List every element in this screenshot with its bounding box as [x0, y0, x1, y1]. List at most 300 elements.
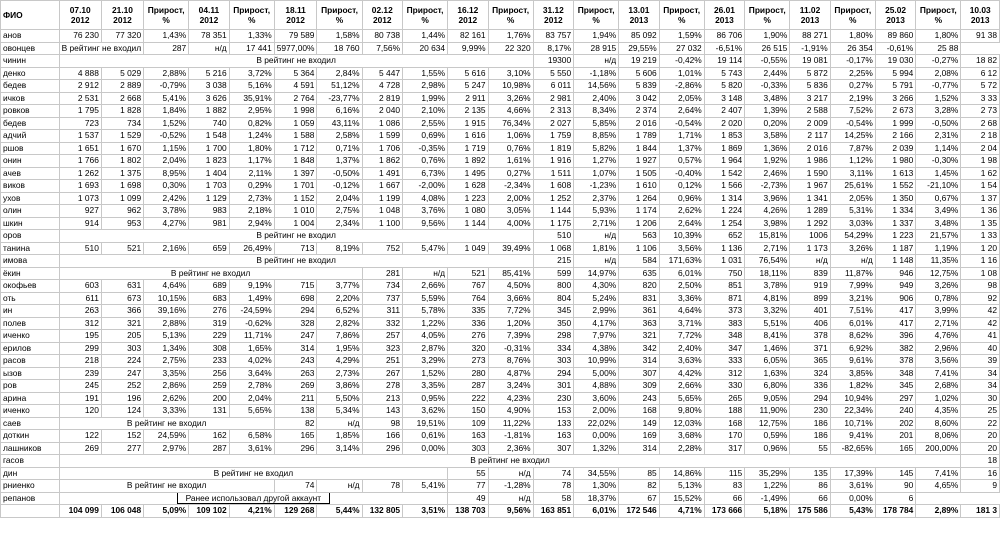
data-cell[interactable]: 5 364 [274, 67, 317, 80]
total-cell[interactable]: 173 666 [704, 505, 744, 518]
data-cell[interactable]: 3,71% [659, 317, 704, 330]
data-cell[interactable]: 218 [59, 355, 101, 368]
data-cell[interactable]: 1 152 [274, 192, 317, 205]
data-cell[interactable]: 7,99% [830, 280, 875, 293]
data-cell[interactable]: 9,05% [745, 392, 790, 405]
total-cell[interactable]: 3,51% [403, 505, 448, 518]
data-cell[interactable]: 42 [961, 305, 1000, 318]
data-cell[interactable]: 3 217 [790, 92, 830, 105]
data-cell[interactable]: 205 [101, 330, 143, 343]
data-cell[interactable]: 953 [101, 217, 143, 230]
merged-note-cell[interactable] [59, 230, 533, 243]
data-cell[interactable]: 5,16% [229, 80, 274, 93]
name-cell[interactable]: оть [1, 292, 60, 305]
data-cell[interactable]: 3,11% [830, 167, 875, 180]
data-cell[interactable]: 278 [362, 380, 402, 393]
data-cell[interactable]: 7,52% [830, 105, 875, 118]
data-cell[interactable]: 5,65% [659, 392, 704, 405]
data-cell[interactable]: 5 247 [448, 80, 488, 93]
data-cell[interactable]: 366 [101, 305, 143, 318]
merged-note-cell[interactable] [59, 267, 362, 280]
data-cell[interactable]: 145 [875, 467, 915, 480]
data-cell[interactable]: 82 [274, 417, 317, 430]
data-cell[interactable]: 25 [961, 405, 1000, 418]
data-cell[interactable]: 521 [448, 267, 488, 280]
data-cell[interactable]: 287 [144, 42, 189, 55]
data-cell[interactable]: 4,87% [488, 367, 533, 380]
data-cell[interactable]: -0,50% [317, 167, 362, 180]
data-cell[interactable]: -0,61% [875, 42, 915, 55]
merged-note-cell[interactable] [59, 417, 274, 430]
data-cell[interactable]: 1 916 [533, 155, 573, 168]
data-cell[interactable]: 14,97% [574, 267, 619, 280]
data-cell[interactable]: 0,69% [403, 130, 448, 143]
data-cell[interactable]: 1,81% [574, 242, 619, 255]
data-cell[interactable]: 3 266 [875, 92, 915, 105]
data-cell[interactable]: 3,48% [745, 92, 790, 105]
column-header[interactable]: Прирост, % [144, 1, 189, 30]
data-cell[interactable]: 2,98% [403, 80, 448, 93]
data-cell[interactable]: 1 223 [875, 230, 915, 243]
data-cell[interactable]: 1 670 [101, 142, 143, 155]
data-cell[interactable]: 752 [362, 242, 402, 255]
data-cell[interactable]: 2,88% [144, 317, 189, 330]
data-cell[interactable]: 1 599 [362, 130, 402, 143]
data-cell[interactable]: 6 011 [533, 80, 573, 93]
data-cell[interactable]: 1,58% [317, 30, 362, 43]
data-cell[interactable]: 1 927 [619, 155, 659, 168]
data-cell[interactable]: 6,01% [659, 267, 704, 280]
name-cell[interactable]: рниенко [1, 480, 60, 493]
data-cell[interactable]: 2,37% [574, 192, 619, 205]
data-cell[interactable]: 41 [961, 330, 1000, 343]
data-cell[interactable]: -0,79% [144, 80, 189, 93]
data-cell[interactable]: 3,78% [745, 280, 790, 293]
data-cell[interactable]: 1,34% [144, 342, 189, 355]
data-cell[interactable]: 4,88% [574, 380, 619, 393]
data-cell[interactable]: 820 [619, 280, 659, 293]
data-cell[interactable]: 1,17% [229, 155, 274, 168]
data-cell[interactable]: 28 915 [574, 42, 619, 55]
name-cell[interactable]: арина [1, 392, 60, 405]
data-cell[interactable]: 1,80% [916, 30, 961, 43]
data-cell[interactable]: 899 [790, 292, 830, 305]
data-cell[interactable]: 2,20% [317, 292, 362, 305]
data-cell[interactable]: н/д [317, 417, 362, 430]
data-cell[interactable]: 312 [704, 367, 744, 380]
data-cell[interactable]: 983 [189, 205, 229, 218]
data-cell[interactable]: 273 [448, 355, 488, 368]
data-cell[interactable]: 243 [274, 355, 317, 368]
data-cell[interactable]: 3,26% [488, 92, 533, 105]
data-cell[interactable]: 1 698 [101, 180, 143, 193]
data-cell[interactable]: 1 986 [790, 155, 830, 168]
data-cell[interactable]: 5,24% [574, 292, 619, 305]
data-cell[interactable]: 243 [619, 392, 659, 405]
total-cell[interactable]: 5,09% [144, 505, 189, 518]
data-cell[interactable]: 1,49% [229, 292, 274, 305]
data-cell[interactable]: н/д [574, 230, 619, 243]
data-cell[interactable]: 5,34% [317, 405, 362, 418]
data-cell[interactable]: 83 [704, 480, 744, 493]
data-cell[interactable]: 82 [619, 480, 659, 493]
data-cell[interactable]: 19 081 [790, 55, 830, 68]
data-cell[interactable]: 6,05% [745, 355, 790, 368]
data-cell[interactable]: -24,59% [229, 305, 274, 318]
data-cell[interactable]: 5 616 [448, 67, 488, 80]
data-cell[interactable]: 1 823 [189, 155, 229, 168]
data-cell[interactable]: 251 [362, 355, 402, 368]
name-cell[interactable]: расов [1, 355, 60, 368]
data-cell[interactable]: 294 [790, 392, 830, 405]
total-cell[interactable]: 4,21% [229, 505, 274, 518]
data-cell[interactable]: 3,63% [659, 355, 704, 368]
data-cell[interactable]: 804 [533, 292, 573, 305]
data-cell[interactable]: 5 836 [790, 80, 830, 93]
name-cell[interactable]: ров [1, 380, 60, 393]
data-cell[interactable]: 3 626 [189, 92, 229, 105]
data-cell[interactable]: 1 848 [274, 155, 317, 168]
data-cell[interactable]: 20 [961, 430, 1000, 443]
data-cell[interactable]: 0,95% [403, 392, 448, 405]
data-cell[interactable]: 2,62% [659, 205, 704, 218]
data-cell[interactable]: 4,76% [916, 330, 961, 343]
data-cell[interactable]: 0,20% [745, 117, 790, 130]
data-cell[interactable]: 0,96% [659, 192, 704, 205]
data-cell[interactable]: 3,64% [229, 367, 274, 380]
data-cell[interactable]: -1,28% [488, 480, 533, 493]
data-cell[interactable]: 871 [704, 292, 744, 305]
data-cell[interactable]: 1 616 [448, 130, 488, 143]
total-cell[interactable]: 132 805 [362, 505, 402, 518]
data-cell[interactable]: 131 [189, 405, 229, 418]
data-cell[interactable]: 734 [362, 280, 402, 293]
data-cell[interactable]: 373 [704, 305, 744, 318]
data-cell[interactable]: 4,23% [488, 392, 533, 405]
data-cell[interactable]: 1 505 [619, 167, 659, 180]
data-cell[interactable]: 1 059 [274, 117, 317, 130]
name-cell[interactable]: окофьев [1, 280, 60, 293]
data-cell[interactable]: -2,34% [488, 180, 533, 193]
name-cell[interactable]: ин [1, 305, 60, 318]
data-cell[interactable]: 294 [533, 367, 573, 380]
data-cell[interactable]: 584 [619, 255, 659, 268]
data-cell[interactable]: 297 [875, 392, 915, 405]
data-cell[interactable]: 16 [961, 467, 1000, 480]
column-header[interactable]: Прирост, % [830, 1, 875, 30]
data-cell[interactable]: 1 892 [448, 155, 488, 168]
data-cell[interactable]: 276 [189, 305, 229, 318]
data-cell[interactable]: 263 [59, 305, 101, 318]
data-cell[interactable]: 1 252 [533, 192, 573, 205]
data-cell[interactable]: 689 [189, 280, 229, 293]
data-cell[interactable]: 2,73% [317, 367, 362, 380]
data-cell[interactable]: 3,48% [916, 217, 961, 230]
data-cell[interactable]: 320 [448, 342, 488, 355]
data-cell[interactable]: 22,34% [830, 405, 875, 418]
name-cell[interactable]: анов [1, 30, 60, 43]
data-cell[interactable]: 3,26% [916, 280, 961, 293]
total-cell[interactable]: 181 3 [961, 505, 1000, 518]
column-header[interactable]: 26.01 2013 [704, 1, 744, 30]
data-cell[interactable]: 635 [619, 267, 659, 280]
data-cell[interactable]: 165 [274, 430, 317, 443]
data-cell[interactable]: 333 [704, 355, 744, 368]
name-cell[interactable]: оров [1, 230, 60, 243]
data-cell[interactable]: 2,75% [144, 355, 189, 368]
data-cell[interactable]: 76 230 [59, 30, 101, 43]
data-cell[interactable]: 2,55% [403, 117, 448, 130]
data-cell[interactable]: 2,04% [144, 155, 189, 168]
data-cell[interactable]: 7,41% [916, 467, 961, 480]
data-cell[interactable]: 1 080 [448, 205, 488, 218]
data-cell[interactable]: 98 [961, 280, 1000, 293]
data-cell[interactable]: 1 628 [448, 180, 488, 193]
data-cell[interactable]: -0,40% [659, 167, 704, 180]
data-cell[interactable]: 1 341 [790, 192, 830, 205]
data-cell[interactable]: 521 [101, 242, 143, 255]
data-cell[interactable]: 2,58% [317, 130, 362, 143]
data-cell[interactable]: 90 [875, 480, 915, 493]
data-cell[interactable]: 1,30% [574, 480, 619, 493]
data-cell[interactable]: 3,29% [403, 355, 448, 368]
data-cell[interactable]: 1 223 [448, 192, 488, 205]
name-cell[interactable]: шкин [1, 217, 60, 230]
data-cell[interactable]: 2 016 [619, 117, 659, 130]
data-cell[interactable]: 9,41% [830, 430, 875, 443]
data-cell[interactable]: 3,26% [830, 242, 875, 255]
total-cell[interactable]: 6,01% [574, 505, 619, 518]
data-cell[interactable]: 1 289 [790, 205, 830, 218]
data-cell[interactable]: 18 [961, 455, 1000, 468]
data-cell[interactable]: 82 161 [448, 30, 488, 43]
column-header[interactable]: 16.12 2012 [448, 1, 488, 30]
data-cell[interactable]: 8,17% [533, 42, 573, 55]
data-cell[interactable]: 1,43% [144, 30, 189, 43]
data-cell[interactable]: 750 [704, 267, 744, 280]
data-cell[interactable]: 8,85% [574, 130, 619, 143]
data-cell[interactable]: 4,27% [144, 217, 189, 230]
data-cell[interactable]: 18,37% [574, 492, 619, 505]
data-cell[interactable]: 3,98% [745, 217, 790, 230]
data-cell[interactable]: 332 [362, 317, 402, 330]
data-cell[interactable]: н/д [317, 480, 362, 493]
data-cell[interactable]: -2,00% [403, 180, 448, 193]
data-cell[interactable]: 122 [59, 430, 101, 443]
data-cell[interactable]: 2,66% [659, 380, 704, 393]
data-cell[interactable]: 74 [274, 480, 317, 493]
data-cell[interactable]: 1,45% [916, 167, 961, 180]
data-cell[interactable]: 3,03% [830, 217, 875, 230]
data-cell[interactable]: 245 [59, 380, 101, 393]
data-cell[interactable]: 3,72% [229, 67, 274, 80]
data-cell[interactable]: 230 [790, 405, 830, 418]
data-cell[interactable]: 19300 [533, 55, 573, 68]
data-cell[interactable]: 256 [189, 367, 229, 380]
data-cell[interactable]: 3,56% [916, 355, 961, 368]
data-cell[interactable]: 30 [961, 392, 1000, 405]
data-cell[interactable]: 1 529 [101, 130, 143, 143]
data-cell[interactable]: 5,13% [144, 330, 189, 343]
data-cell[interactable]: 14,56% [574, 80, 619, 93]
data-cell[interactable]: 6,80% [745, 380, 790, 393]
data-cell[interactable]: 3,68% [659, 430, 704, 443]
data-cell[interactable]: 34 [961, 367, 1000, 380]
data-cell[interactable]: 211 [274, 392, 317, 405]
data-cell[interactable]: 2,00% [488, 192, 533, 205]
data-cell[interactable]: 563 [619, 230, 659, 243]
data-cell[interactable]: 259 [189, 380, 229, 393]
data-cell[interactable]: 202 [875, 417, 915, 430]
data-cell[interactable]: 233 [189, 355, 229, 368]
data-cell[interactable]: 2,40% [574, 92, 619, 105]
data-cell[interactable]: 79 589 [274, 30, 317, 43]
data-cell[interactable]: 2 889 [101, 80, 143, 93]
data-cell[interactable]: 7,39% [488, 330, 533, 343]
data-cell[interactable]: 1,52% [403, 367, 448, 380]
total-cell[interactable]: 2,89% [916, 505, 961, 518]
column-header[interactable]: Прирост, % [574, 1, 619, 30]
data-cell[interactable]: 2,99% [574, 305, 619, 318]
data-cell[interactable]: 200 [189, 392, 229, 405]
name-cell[interactable]: ызов [1, 367, 60, 380]
data-cell[interactable]: 324 [790, 367, 830, 380]
data-cell[interactable]: 11,35% [916, 255, 961, 268]
data-cell[interactable]: 2 020 [704, 117, 744, 130]
data-cell[interactable]: 1 099 [101, 192, 143, 205]
data-cell[interactable]: 152 [101, 430, 143, 443]
data-cell[interactable]: 919 [790, 280, 830, 293]
data-cell[interactable]: 1 980 [875, 155, 915, 168]
data-cell[interactable]: 22,02% [574, 417, 619, 430]
data-cell[interactable]: 5,82% [574, 142, 619, 155]
data-cell[interactable]: 40 [961, 342, 1000, 355]
data-cell[interactable]: 1,22% [745, 480, 790, 493]
data-cell[interactable]: 314 [619, 442, 659, 455]
data-cell[interactable]: 4,17% [574, 317, 619, 330]
data-cell[interactable]: 239 [59, 367, 101, 380]
data-cell[interactable]: 4,29% [317, 355, 362, 368]
data-cell[interactable]: 66 [704, 492, 744, 505]
data-cell[interactable]: 3,61% [830, 480, 875, 493]
data-cell[interactable]: 287 [189, 442, 229, 455]
data-cell[interactable]: 599 [533, 267, 573, 280]
data-cell[interactable]: 54,29% [830, 230, 875, 243]
data-cell[interactable]: 1 608 [533, 180, 573, 193]
data-cell[interactable]: 12,75% [916, 267, 961, 280]
data-cell[interactable]: 1 397 [274, 167, 317, 180]
data-cell[interactable]: 263 [274, 367, 317, 380]
data-cell[interactable]: 1 853 [704, 130, 744, 143]
data-cell[interactable]: 25,61% [830, 180, 875, 193]
data-cell[interactable]: н/д [488, 492, 533, 505]
data-cell[interactable]: 222 [448, 392, 488, 405]
data-cell[interactable]: 5,78% [403, 305, 448, 318]
data-cell[interactable]: 18 760 [317, 42, 362, 55]
data-cell[interactable]: 5 72 [961, 80, 1000, 93]
data-cell[interactable]: 2,71% [745, 242, 790, 255]
data-cell[interactable]: 1 173 [790, 242, 830, 255]
data-cell[interactable]: 5,65% [229, 405, 274, 418]
total-cell[interactable]: 4,71% [659, 505, 704, 518]
data-cell[interactable]: 1 789 [619, 130, 659, 143]
data-cell[interactable]: 9 [961, 480, 1000, 493]
data-cell[interactable]: 2 039 [875, 142, 915, 155]
column-header[interactable]: 11.02 2013 [790, 1, 830, 30]
data-cell[interactable]: 8,19% [317, 242, 362, 255]
data-cell[interactable]: 3,77% [317, 280, 362, 293]
data-cell[interactable]: 2,73% [229, 192, 274, 205]
data-cell[interactable]: 8,41% [745, 330, 790, 343]
data-cell[interactable]: 2 981 [533, 92, 573, 105]
data-cell[interactable]: 1 706 [362, 142, 402, 155]
name-cell[interactable]: ерилов [1, 342, 60, 355]
data-cell[interactable]: 19 219 [619, 55, 659, 68]
data-cell[interactable]: 10,99% [574, 355, 619, 368]
data-cell[interactable]: 2,05% [830, 192, 875, 205]
data-cell[interactable]: 3 042 [619, 92, 659, 105]
data-cell[interactable]: 1 206 [619, 217, 659, 230]
data-cell[interactable]: 77 320 [101, 30, 143, 43]
data-cell[interactable]: 0,76% [403, 155, 448, 168]
data-cell[interactable]: 3,33% [144, 405, 189, 418]
data-cell[interactable]: н/д [830, 255, 875, 268]
data-cell[interactable]: 347 [704, 342, 744, 355]
column-header[interactable]: 10.03 2013 [961, 1, 1000, 30]
data-cell[interactable]: 361 [619, 305, 659, 318]
column-header[interactable]: Прирост, % [317, 1, 362, 30]
data-cell[interactable]: 200,00% [916, 442, 961, 455]
data-cell[interactable]: 417 [875, 305, 915, 318]
data-cell[interactable]: 1 495 [448, 167, 488, 180]
data-cell[interactable]: 76,34% [488, 117, 533, 130]
total-cell[interactable]: 175 586 [790, 505, 830, 518]
data-cell[interactable]: 1 998 [274, 105, 317, 118]
data-cell[interactable]: 2,18% [229, 205, 274, 218]
data-cell[interactable]: 1 98 [961, 155, 1000, 168]
data-cell[interactable]: 2,78% [229, 380, 274, 393]
name-cell[interactable]: репанов [1, 492, 60, 505]
data-cell[interactable]: 1,82% [830, 380, 875, 393]
data-cell[interactable]: н/д [488, 467, 533, 480]
data-cell[interactable]: 1,52% [916, 92, 961, 105]
data-cell[interactable]: 981 [189, 217, 229, 230]
data-cell[interactable]: 1 33 [961, 230, 1000, 243]
data-cell[interactable]: 321 [619, 330, 659, 343]
data-cell[interactable]: 3 33 [961, 92, 1000, 105]
data-cell[interactable]: 1,63% [745, 367, 790, 380]
data-cell[interactable]: 1,46% [745, 342, 790, 355]
data-cell[interactable]: 1,80% [830, 30, 875, 43]
data-cell[interactable]: 3,24% [488, 380, 533, 393]
data-cell[interactable]: -82,65% [830, 442, 875, 455]
data-cell[interactable]: 2 912 [59, 80, 101, 93]
data-cell[interactable]: -0,54% [830, 117, 875, 130]
data-cell[interactable]: -6,51% [704, 42, 744, 55]
data-cell[interactable]: -0,42% [659, 55, 704, 68]
data-cell[interactable]: 2,95% [229, 105, 274, 118]
data-cell[interactable]: 3,60% [574, 392, 619, 405]
data-cell[interactable]: 22 [961, 417, 1000, 430]
data-cell[interactable]: 5 839 [619, 80, 659, 93]
name-cell[interactable]: ршов [1, 142, 60, 155]
data-cell[interactable]: 652 [704, 230, 744, 243]
data-cell[interactable]: 2,75% [317, 205, 362, 218]
data-cell[interactable]: 191 [59, 392, 101, 405]
data-cell[interactable]: 1 254 [704, 217, 744, 230]
data-cell[interactable]: 166 [362, 430, 402, 443]
data-cell[interactable]: 2,71% [916, 317, 961, 330]
